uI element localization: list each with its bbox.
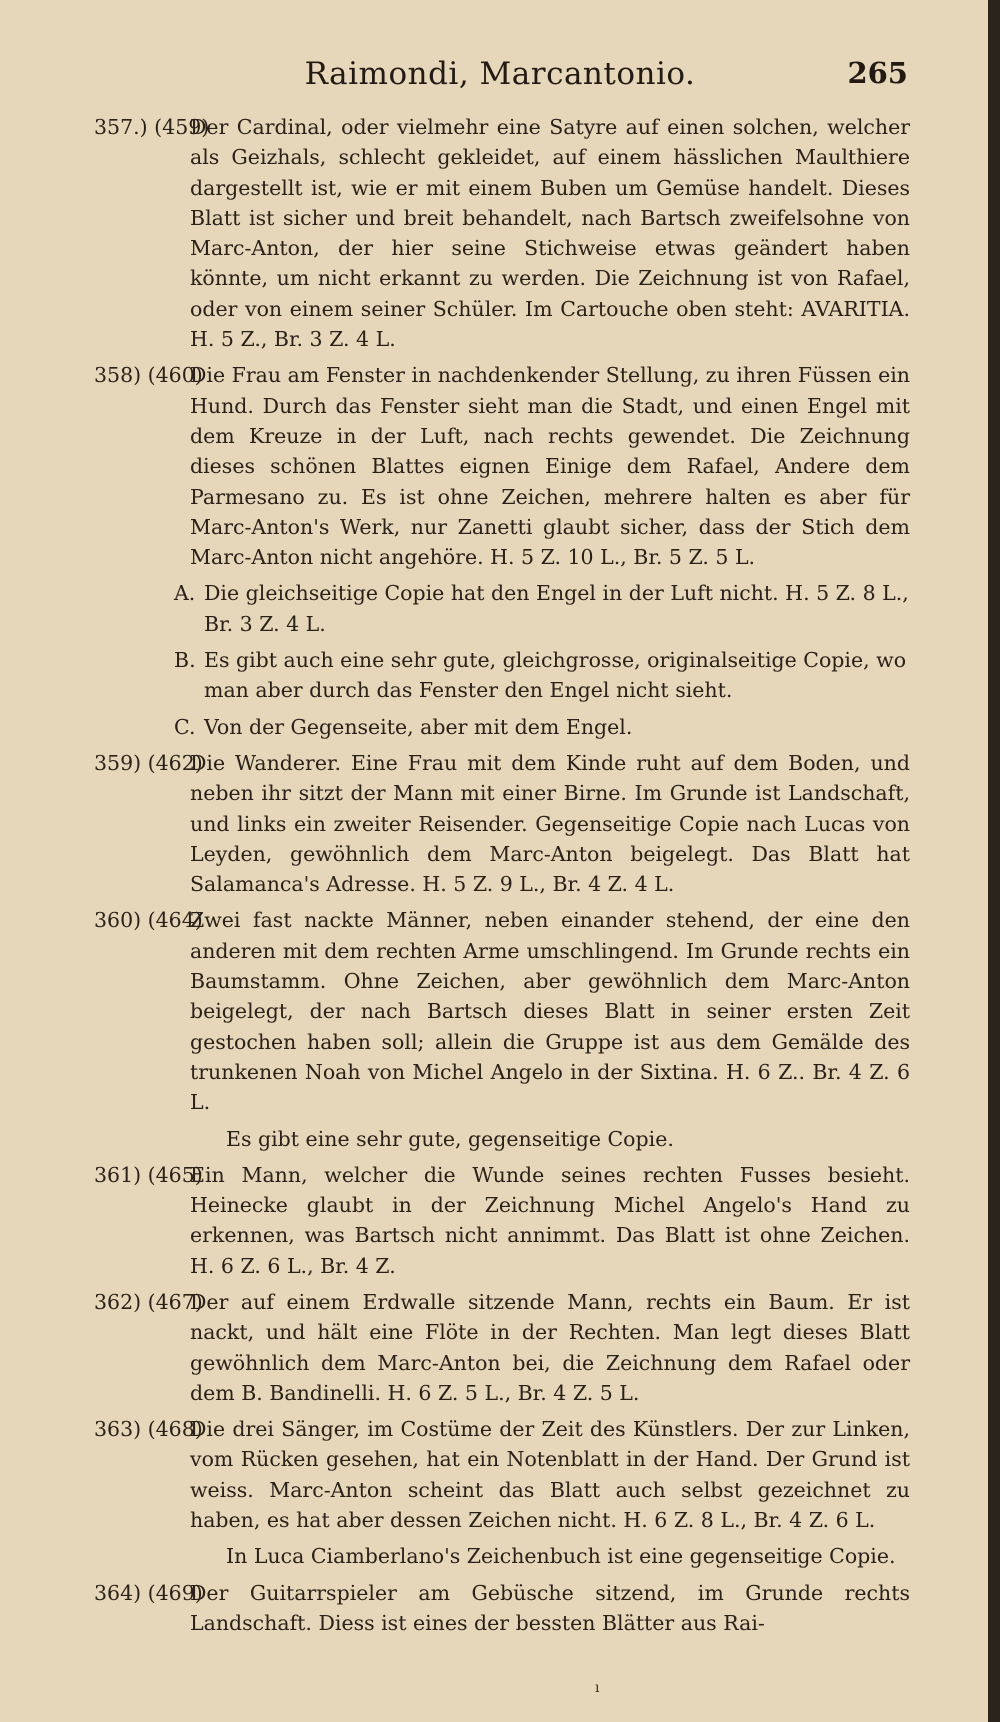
entry-text: Die Frau am Fenster in nachdenkender Stellung, zu ihren Füssen ein Hund. Durch das Fenster sieht man die Stadt, und einen Engel mit dem Kreuze in der Luft, nach rechts gewendet. Die Zeichnung dieses schönen Blattes eignen Einige dem Rafael, Andere dem Parmesano zu. Es ist ohne Zeichen, mehrere halten es aber für Marc-Anton's Werk, nur Zanetti glaubt sicher, dass der Stich dem Marc-Anton nicht angehöre. H. 5 Z. 10 L., Br. 5 Z. 5 L.: [190, 363, 910, 570]
running-title: Raimondi, Marcantonio.: [304, 56, 696, 92]
variant-text: Es gibt auch eine sehr gute, gleichgrosse, originalseitige Copie, wo man aber durch das Fenster den Engel nicht sieht.: [204, 648, 907, 703]
entry-note: In Luca Ciamberlano's Zeichenbuch ist eine gegenseitige Copie.: [226, 1544, 896, 1569]
page-number: 265: [847, 56, 908, 90]
entry-number: 364) (469): [94, 1580, 203, 1605]
entry-text: Die Wanderer. Eine Frau mit dem Kinde ruht auf dem Boden, und neben ihr sitzt der Mann mit einer Birne. Im Grunde ist Landschaft, und links ein zweiter Reisender. Gegenseitige Copie nach Lucas von Leyden, gewöhnlich dem Marc-Anton beigelegt. Das Blatt hat Salamanca's Adresse. H. 5 Z. 9 L., Br. 4 Z. 4 L.: [190, 750, 910, 897]
copy-variant-b: [174, 645, 910, 706]
entry-text: Der Guitarrspieler am Gebüsche sitzend, im Grunde rechts Landschaft. Diess ist eines der bessten Blätter aus Rai-: [190, 1580, 910, 1635]
page-edge-shadow: [988, 0, 1000, 1722]
copy-variant-c: [174, 712, 910, 742]
entry-number: 359) (462): [94, 750, 203, 775]
entry-number: 362) (467): [94, 1289, 203, 1314]
entry-number: 361) (465): [94, 1162, 203, 1187]
entry-text: Der auf einem Erdwalle sitzende Mann, rechts ein Baum. Er ist nackt, und hält eine Flöte in der Rechten. Man legt dieses Blatt gewöhnlich dem Marc-Anton bei, die Zeichnung dem Rafael oder dem B. Bandinelli. H. 6 Z. 5 L., Br. 4 Z. 5 L.: [190, 1289, 910, 1405]
catalogue-entry-363: [94, 1414, 910, 1535]
entry-number: 358) (460): [94, 363, 203, 388]
catalogue-entry-361: [94, 1160, 910, 1281]
entry-number: 357.) (459): [94, 115, 210, 139]
variant-letter: A.: [174, 581, 196, 606]
entry-number: 363) (468): [94, 1417, 203, 1442]
entry-text: Die drei Sänger, im Costüme der Zeit des Künstlers. Der zur Linken, vom Rücken gesehen, hat ein Notenblatt in der Hand. Der Grund ist weiss. Marc-Anton scheint das Blatt auch selbst gezeichnet zu haben, es hat aber dessen Zeichen nicht. H. 6 Z. 8 L., Br. 4 Z. 6 L.: [190, 1417, 910, 1533]
variant-text: Von der Gegenseite, aber mit dem Engel.: [204, 714, 633, 739]
entry-text: Zwei fast nackte Männer, neben einander stehend, der eine den anderen mit dem rechten Arme umschlingend. Im Grunde rechts ein Baumstamm. Ohne Zeichen, aber gewöhnlich dem Marc-Anton beigelegt, der nach Bartsch dieses Blatt in seiner ersten Zeit gestochen haben soll; allein die Gruppe ist aus dem Gemälde des trunkenen Noah von Michel Angelo in der Sixtina. H. 6 Z.. Br. 4 Z. 6 L.: [190, 908, 910, 1115]
catalogue-entry-359: [94, 748, 910, 899]
catalogue-text: [94, 112, 910, 1644]
catalogue-entry-362: [94, 1287, 910, 1408]
entry-note: Es gibt eine sehr gute, gegenseitige Copie.: [226, 1126, 674, 1151]
variant-letter: C.: [174, 714, 196, 739]
variant-letter: B.: [174, 648, 196, 673]
entry-text: Ein Mann, welcher die Wunde seines rechten Fusses besieht. Heinecke glaubt in der Zeichnung Michel Angelo's Hand zu erkennen, was Bartsch nicht annimmt. Das Blatt ist ohne Zeichen. H. 6 Z. 6 L., Br. 4 Z.: [190, 1162, 910, 1278]
entry-text: Der Cardinal, oder vielmehr eine Satyre auf einen solchen, welcher als Geizhals, schlecht gekleidet, auf einem hässlichen Maulthiere dargestellt ist, wie er mit einem Buben um Gemüse handelt. Dieses Blatt ist sicher und breit behandelt, nach Bartsch zweifelsohne von Marc-Anton, der hier seine Stichweise etwas geändert haben könnte, um nicht erkannt zu werden. Die Zeichnung ist von Rafael, oder von einem seiner Schüler. Im Cartouche oben steht: AVARITIA. H. 5 Z., Br. 3 Z. 4 L.: [190, 115, 910, 352]
catalogue-entry-364: [94, 1578, 910, 1639]
catalogue-entry-360: [94, 905, 910, 1117]
entry-number: 360) (464): [94, 908, 203, 933]
catalogue-entry-357: [94, 112, 910, 354]
catalogue-entry-358: [94, 360, 910, 572]
copy-variant-a: [174, 578, 910, 639]
footer-mark: ı: [595, 1680, 600, 1696]
running-head: [0, 48, 1000, 108]
variant-text: Die gleichseitige Copie hat den Engel in der Luft nicht. H. 5 Z. 8 L., Br. 3 Z. 4 L.: [204, 581, 909, 636]
